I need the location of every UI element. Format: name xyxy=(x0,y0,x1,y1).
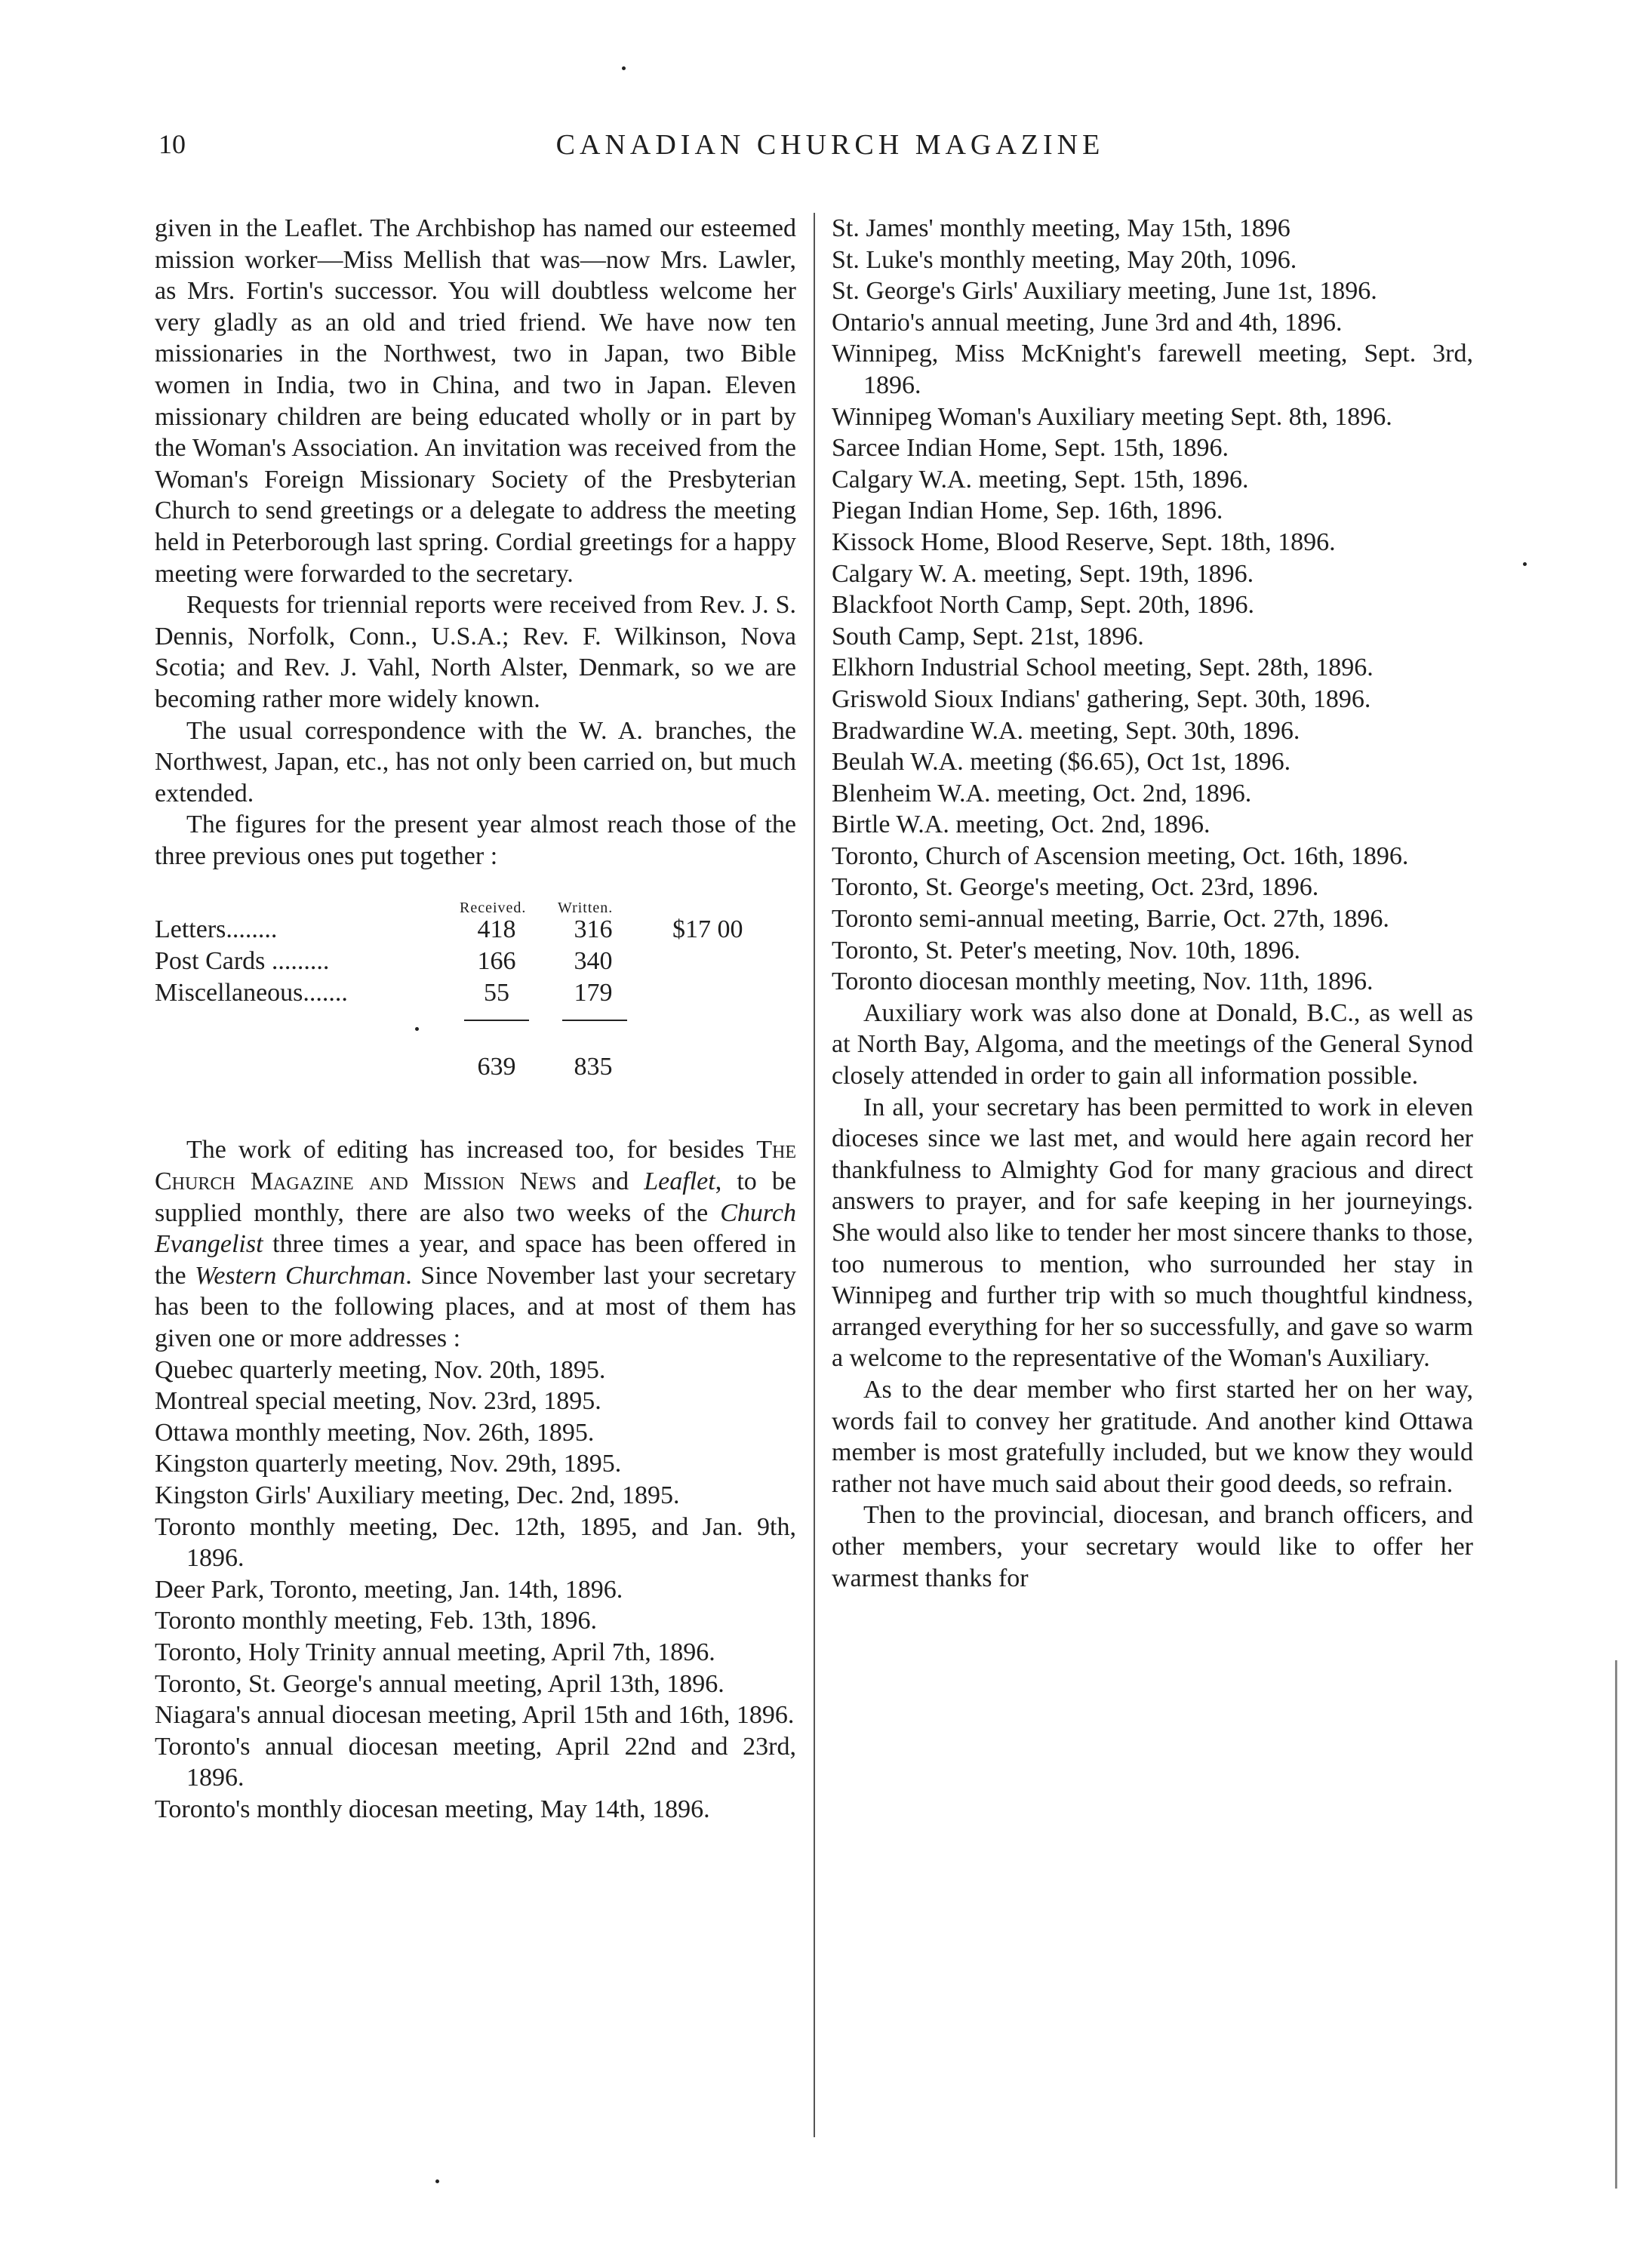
scan-speck xyxy=(415,1027,419,1031)
paragraph: Requests for triennial reports were received from Rev. J. S. Dennis, Norfolk, Conn., U.S.A.; Rev. F. Wilkinson, Nova Scotia; and Rev. J. Vahl, North Alster, Denmark, so we are becoming rather more widely known. xyxy=(155,591,796,713)
meeting-entry: South Camp, Sept. 21st, 1896. xyxy=(832,622,1144,651)
table-cell-written: 316 xyxy=(574,915,613,944)
paragraph: given in the Leaflet. The Archbishop has named our esteemed mission worker—Miss Mellish that was—now Mrs. Lawler, as Mrs. Fortin's successor. You will doubtless welcome her very gladly as an old and tried friend. We have now ten missionaries in the Northwest, two in Japan, two Bible women in India, two in China, and two in Japan. Eleven missionary children are being educated wholly or in part by the Woman's Association. An invitation was received from the Woman's Foreign Missionary Society of the Presbyterian Church to send greetings or a delegate to address the meeting held in Peterborough last spring. Cordial greetings for a happy meeting were forwarded to the secretary. xyxy=(155,214,796,588)
page-header xyxy=(158,128,1502,174)
column-header-written: Written. xyxy=(558,900,614,917)
table-total-written: 835 xyxy=(574,1053,613,1081)
meeting-entry: Deer Park, Toronto, meeting, Jan. 14th, 1896. xyxy=(155,1575,623,1604)
meeting-entry: Calgary W.A. meeting, Sept. 15th, 1896. xyxy=(832,465,1249,494)
paragraph: Auxiliary work was also done at Donald, B.C., as well as at North Bay, Algoma, and the meetings of the General Synod closely attended in order to gain all information possible. xyxy=(832,998,1473,1090)
scan-speck xyxy=(435,2179,439,2183)
meeting-entry: Blackfoot North Camp, Sept. 20th, 1896. xyxy=(832,591,1255,620)
meeting-entry: Toronto diocesan monthly meeting, Nov. 11th, 1896. xyxy=(832,967,1374,996)
scan-speck xyxy=(622,66,626,70)
column-header-received: Received. xyxy=(460,900,527,917)
scan-speck xyxy=(1523,562,1527,566)
meeting-entry: Toronto's monthly diocesan meeting, May 14th, 1896. xyxy=(155,1795,710,1823)
meeting-entry: Griswold Sioux Indians' gathering, Sept. 30th, 1896. xyxy=(832,684,1371,713)
meeting-entry: Quebec quarterly meeting, Nov. 20th, 1895. xyxy=(155,1355,606,1384)
table-total-received: 639 xyxy=(477,1053,516,1081)
right-column xyxy=(832,213,1473,1594)
table-row-label: Miscellaneous....... xyxy=(155,979,348,1007)
paragraph: As to the dear member who first started her on her way, words fail to convey her gratitude. And another kind Ottawa member is most gratefully included, but we know they would rather not have much said about their good deeds, so refrain. xyxy=(832,1375,1473,1498)
left-column xyxy=(155,213,796,1826)
meeting-entry: Toronto monthly meeting, Dec. 12th, 1895, and Jan. 9th, 1896. xyxy=(155,1512,796,1573)
meeting-entry: Winnipeg Woman's Auxiliary meeting Sept. 8th, 1896. xyxy=(832,402,1392,431)
table-cell-received: 55 xyxy=(484,979,509,1007)
table-cell-received: 166 xyxy=(477,947,516,976)
running-title: CANADIAN CHURCH MAGAZINE xyxy=(555,129,1105,161)
table-cell-received: 418 xyxy=(477,915,516,944)
meeting-entry: Winnipeg, Miss McKnight's farewell meeting, Sept. 3rd, 1896. xyxy=(832,340,1473,399)
meeting-entry: Elkhorn Industrial School meeting, Sept. 28th, 1896. xyxy=(832,654,1374,682)
meeting-entry: Toronto semi-annual meeting, Barrie, Oct. 27th, 1896. xyxy=(832,905,1389,934)
page-number: 10 xyxy=(158,129,186,159)
paragraph: The work of editing has increased too, for besides The Church Magazine and Mission News and Leaflet, to be supplied monthly, there are also two weeks of the Church Evangelist three times a year, and space has been offered in the Western Churchman. Since November last your secretary has been to the following places, and at most of them has given one or more addresses : xyxy=(155,1136,796,1353)
meeting-entry: Birtle W.A. meeting, Oct. 2nd, 1896. xyxy=(832,811,1211,839)
meeting-entry: Toronto's annual diocesan meeting, April 22nd and 23rd, 1896. xyxy=(155,1732,796,1792)
meeting-entry: Bradwardine W.A. meeting, Sept. 30th, 1896. xyxy=(832,716,1300,745)
publication-title: Leaflet xyxy=(644,1167,715,1196)
meeting-entry: Toronto, Holy Trinity annual meeting, April 7th, 1896. xyxy=(155,1638,715,1666)
meeting-entry: Blenheim W.A. meeting, Oct. 2nd, 1896. xyxy=(832,779,1252,807)
table-cell-written: 340 xyxy=(574,947,613,976)
paragraph: The figures for the present year almost reach those of the three previous ones put together : xyxy=(155,811,796,870)
meeting-entry: Toronto, Church of Ascension meeting, Oct. 16th, 1896. xyxy=(832,841,1409,870)
meeting-entry: Toronto, St. George's meeting, Oct. 23rd, 1896. xyxy=(832,873,1319,902)
paragraph: The usual correspondence with the W. A. branches, the Northwest, Japan, etc., has not only been carried on, but much extended. xyxy=(155,716,796,807)
publication-title: Western Churchman xyxy=(195,1261,406,1290)
publication-title: The Church Magazine and Mission News xyxy=(155,1136,796,1196)
publication-title: Church Evangelist xyxy=(155,1198,796,1259)
column-rule xyxy=(814,213,815,2137)
paragraph: Then to the provincial, diocesan, and branch officers, and other members, your secretary would like to offer her warmest thanks for xyxy=(832,1501,1473,1592)
meeting-entry: St. George's Girls' Auxiliary meeting, June 1st, 1896. xyxy=(832,277,1377,306)
meeting-entry: Montreal special meeting, Nov. 23rd, 1895. xyxy=(155,1387,601,1416)
meeting-entry: Kingston quarterly meeting, Nov. 29th, 1895. xyxy=(155,1450,622,1478)
table-row-label: Post Cards ......... xyxy=(155,947,330,976)
meeting-entry: Toronto monthly meeting, Feb. 13th, 1896. xyxy=(155,1607,597,1635)
meeting-entry: St. Luke's monthly meeting, May 20th, 1096. xyxy=(832,245,1297,274)
meeting-entry: Ontario's annual meeting, June 3rd and 4th, 1896. xyxy=(832,308,1343,337)
table-cell-written: 179 xyxy=(574,979,613,1007)
table-cell-amount: $17 00 xyxy=(672,915,743,944)
sum-rule xyxy=(562,1020,627,1021)
meeting-entry: Ottawa monthly meeting, Nov. 26th, 1895. xyxy=(155,1418,595,1447)
meeting-entry: Calgary W. A. meeting, Sept. 19th, 1896. xyxy=(832,559,1254,588)
meeting-entry: Niagara's annual diocesan meeting, April 15th and 16th, 1896. xyxy=(155,1701,795,1730)
meeting-entry: Sarcee Indian Home, Sept. 15th, 1896. xyxy=(832,434,1229,463)
meeting-entry: Beulah W.A. meeting ($6.65), Oct 1st, 1896. xyxy=(832,748,1291,777)
paragraph: In all, your secretary has been permitted to work in eleven dioceses since we last met, and would here again record her thankfulness to Almighty God for many gracious and direct answers to prayer, and for safe keeping in her journeyings. She would also like to tender her most sincere thanks to those, too numerous to mention, who surrounded her stay in Winnipeg and further trip with so much thoughtful kindness, arranged everything for her so successfully, and gave so warm a welcome to the representative of the Woman's Auxiliary. xyxy=(832,1093,1473,1373)
meeting-entry: Kissock Home, Blood Reserve, Sept. 18th, 1896. xyxy=(832,528,1336,556)
page-edge-mark xyxy=(1615,1660,1617,2189)
meeting-entry: Toronto, St. George's annual meeting, April 13th, 1896. xyxy=(155,1669,724,1698)
meeting-entry: St. James' monthly meeting, May 15th, 1896 xyxy=(832,214,1291,242)
meeting-entry: Piegan Indian Home, Sep. 16th, 1896. xyxy=(832,497,1223,525)
correspondence-table xyxy=(155,876,796,1125)
table-row-label: Letters........ xyxy=(155,915,278,944)
meeting-entry: Kingston Girls' Auxiliary meeting, Dec. 2nd, 1895. xyxy=(155,1481,680,1509)
sum-rule xyxy=(464,1020,529,1021)
meeting-entry: Toronto, St. Peter's meeting, Nov. 10th, 1896. xyxy=(832,936,1301,964)
